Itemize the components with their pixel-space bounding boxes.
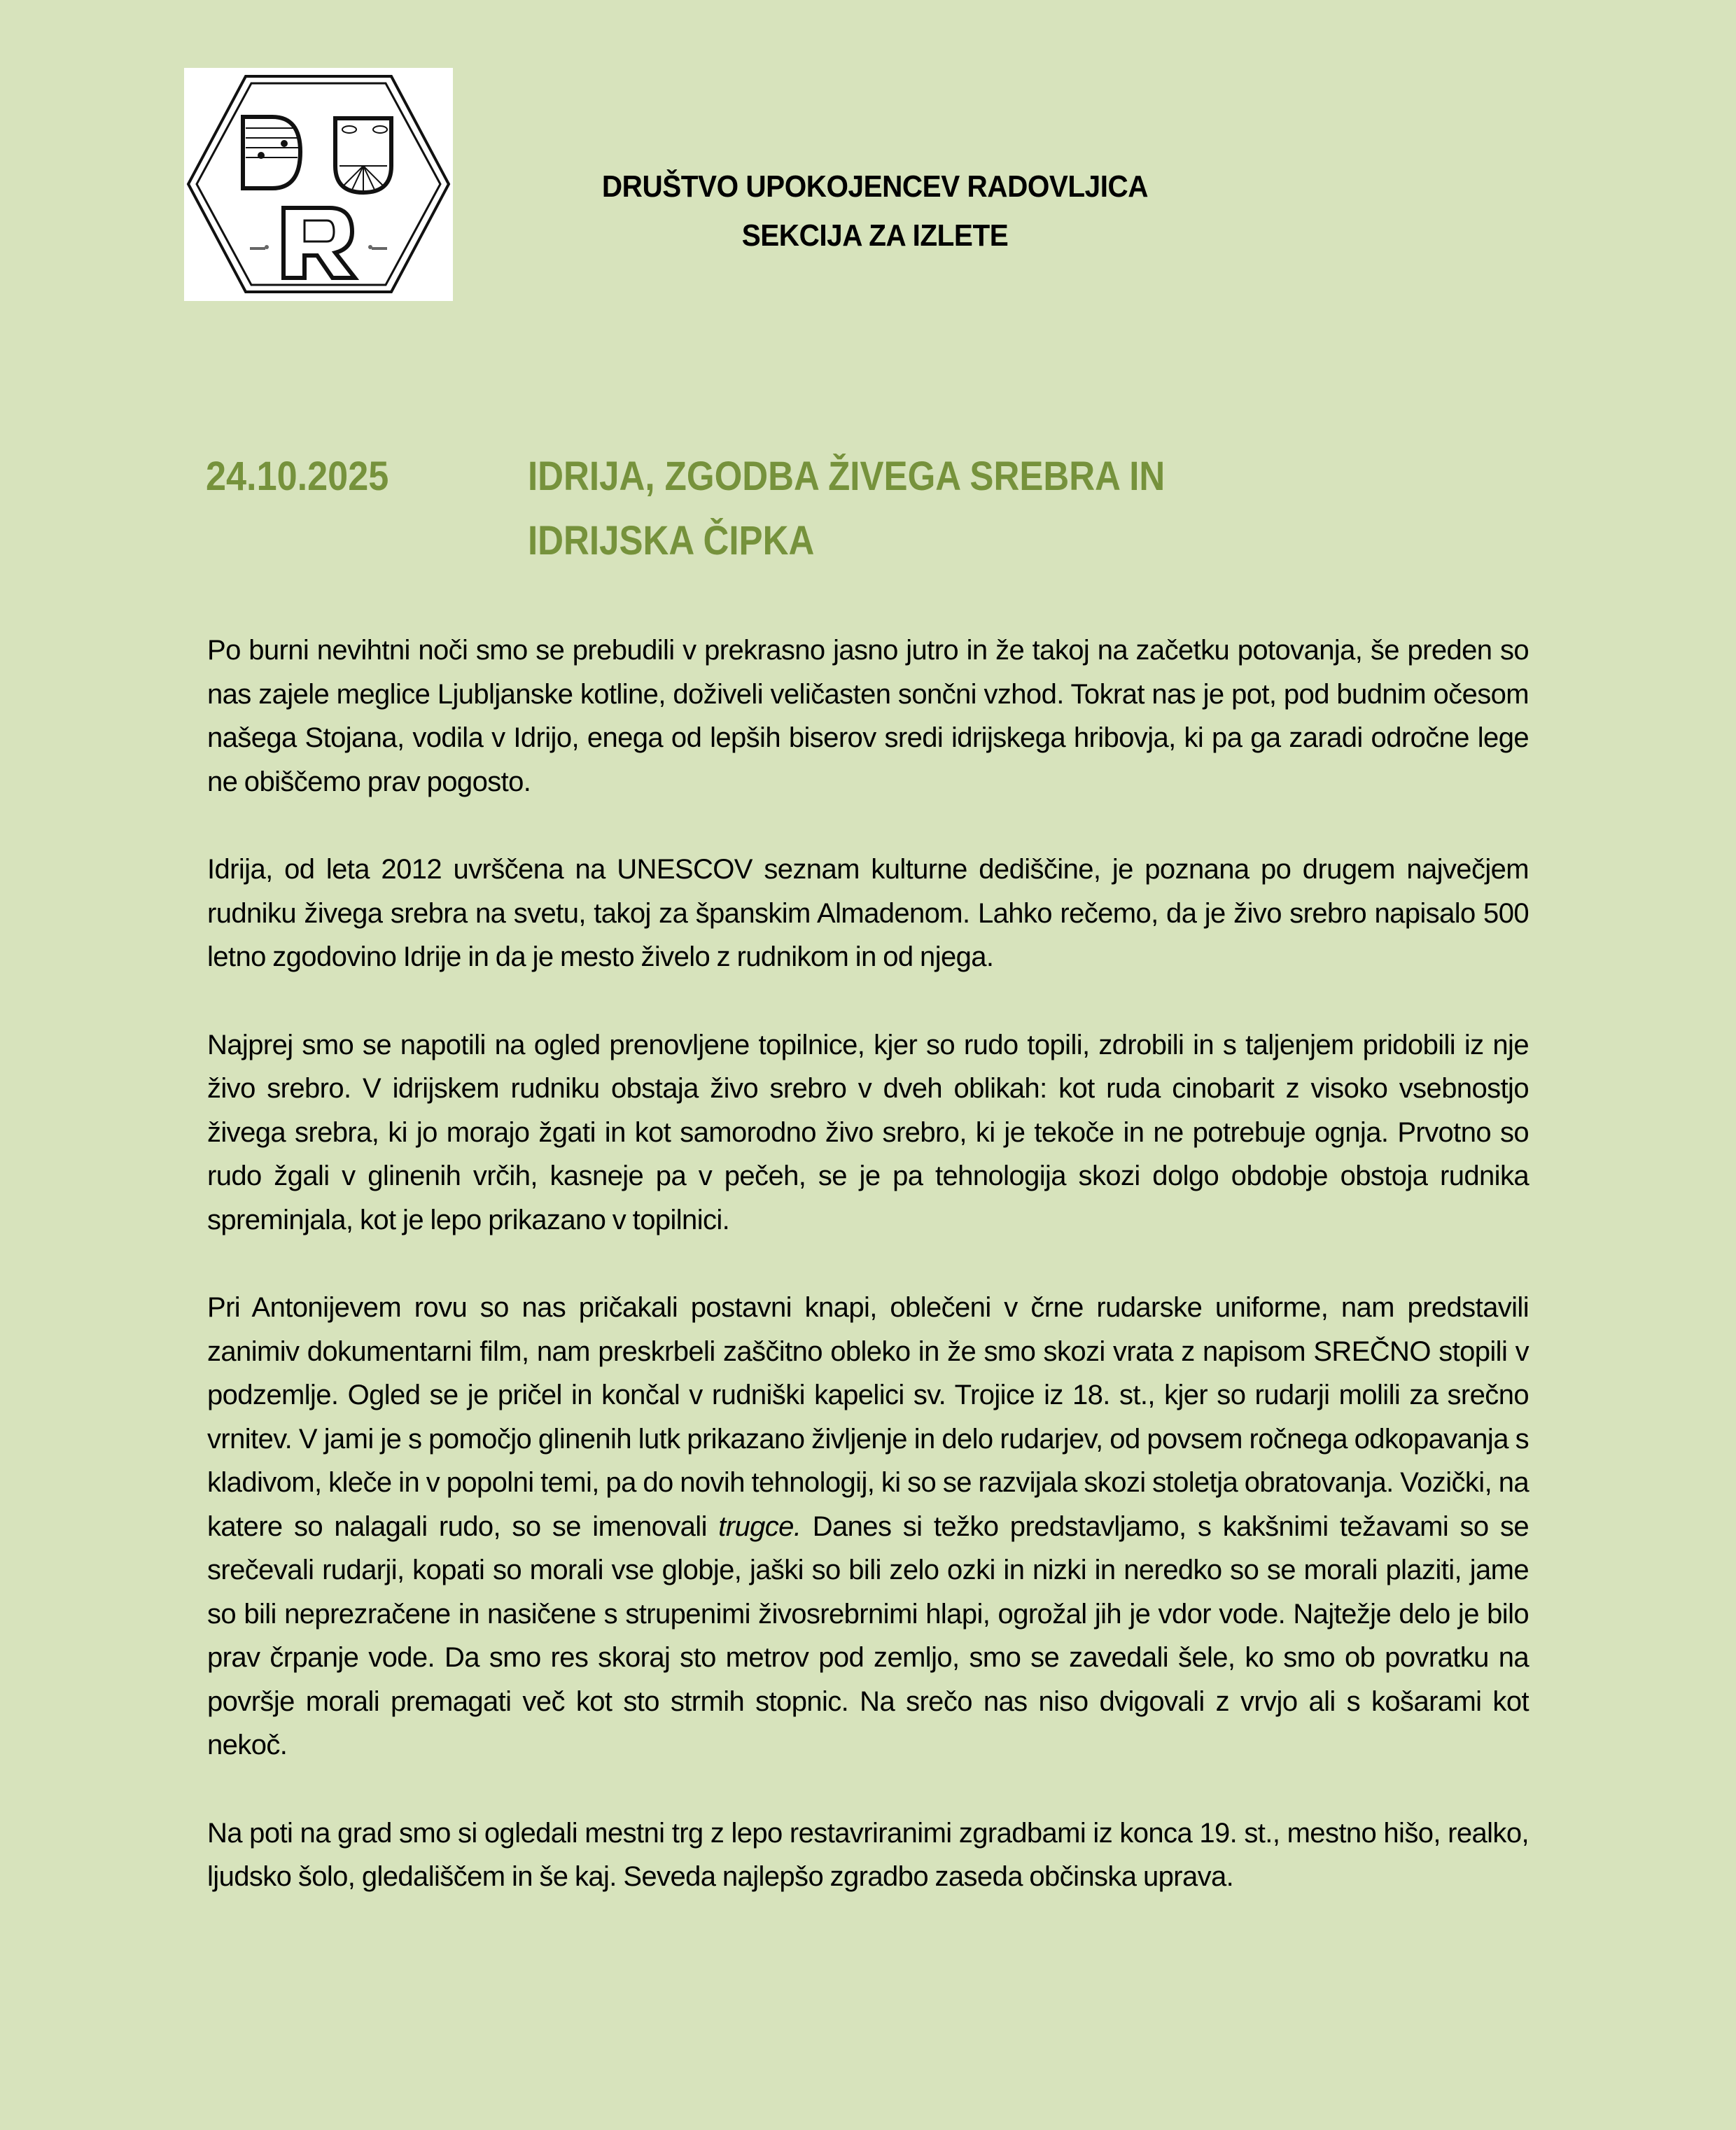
letter-u-icon (335, 118, 391, 192)
article-title (206, 444, 1252, 573)
paragraph-unesco: Idrija, od leta 2012 uvrščena na UNESCOV seznam kulturne dediščine, je poznana po drugem največjem rudniku živega srebra na svetu, takoj za španskim Almadenom. Lahko rečemo, da je živo srebro napisalo 500 letno zgodovino Idrije in da je mesto živelo z rudnikom in od njega. (207, 854, 1529, 972)
organization-header (521, 162, 1229, 260)
mine-tour-text-b: Danes si težko predstavljamo, s kakšnimi težavami so se srečevali rudarji, kopati so morali vse globje, jaški so bili zelo ozki in nizki in neredko so se morali plaziti, jame so bili neprezračene in nasičene s strupenimi živosrebrnimi hlapi, ogrožal jih je vdor vode. Najtežje delo je bilo prav črpanje vode. Da smo res skoraj sto metrov pod zemljo, smo se zavedali šele, ko smo ob povratku na površje morali premagati več kot sto strmih stopnic. Na srečo nas niso dvigovali z vrvjo ali s košarami kot nekoč. (207, 1511, 1529, 1760)
title-line-1: IDRIJA, ZGODBA ŽIVEGA SREBRA IN (528, 454, 1166, 499)
article-body (207, 629, 1529, 1943)
section-name: SEKCIJA ZA IZLETE (741, 218, 1009, 253)
organization-logo (184, 68, 453, 301)
paragraph-mine-tour (207, 1286, 1529, 1767)
letter-d-icon (243, 117, 300, 188)
dur-hexagon-logo-icon (184, 68, 453, 301)
mine-tour-italic-term: trugce. (718, 1511, 802, 1542)
trip-date: 24.10.2025 (206, 454, 389, 499)
title-line-2: IDRIJSKA ČIPKA (528, 518, 815, 563)
letter-r-icon (250, 208, 387, 278)
paragraph-smelter: Najprej smo se napotili na ogled prenovljene topilnice, kjer so rudo topili, zdrobili in s taljenjem pridobili iz nje živo srebro. V idrijskem rudniku obstaja živo srebro v dveh oblikah: kot ruda cinobarit z visoko vsebnostjo živega srebra, ki jo morajo žgati in kot samorodno živo srebro, ki je tekoče in ne potrebuje ognja. Prvotno so rudo žgali v glinenih vrčih, kasneje pa v pečeh, se je pa tehnologija skozi dolgo obdobje obstoja rudnika spreminjala, kot je lepo prikazano v topilnici. (207, 1029, 1529, 1235)
organization-name: DRUŠTVO UPOKOJENCEV RADOVLJICA (601, 169, 1149, 204)
paragraph-town-square: Na poti na grad smo si ogledali mestni trg z lepo restavriranimi zgradbami iz konca 19. st., mestno hišo, realko, ljudsko šolo, gledališčem in še kaj. Seveda najlepšo zgradbo zaseda občinska uprava. (207, 1817, 1529, 1892)
mine-tour-text-a: Pri Antonijevem rovu so nas pričakali postavni knapi, oblečeni v črne rudarske uniforme, nam predstavili zanimiv dokumentarni film, nam preskrbeli zaščitno obleko in že smo skozi vrata z napisom SREČNO stopili v podzemlje. Ogled se je pričel in končal v rudniški kapelici sv. Trojice iz 18. st., kjer so rudarji molili za srečno vrnitev. V jami je s pomočjo glinenih lutk prikazano življenje in delo rudarjev, od povsem ročnega odkopavanja s kladivom, kleče in v popolni temi, pa do novih tehnologij, ki so se razvijala skozi stoletja obratovanja. Vozički, na katere so nalagali rudo, so se imenovali (207, 1292, 1529, 1542)
paragraph-intro: Po burni nevihtni noči smo se prebudili v prekrasno jasno jutro in že takoj na začetku potovanja, še preden so nas zajele meglice Ljubljanske kotline, doživeli veličasten sončni vzhod. Tokrat nas je pot, pod budnim očesom našega Stojana, vodila v Idrijo, enega od lepših biserov sredi idrijskega hribovja, ki pa ga zaradi odročne lege ne obiščemo prav pogosto. (207, 635, 1529, 797)
